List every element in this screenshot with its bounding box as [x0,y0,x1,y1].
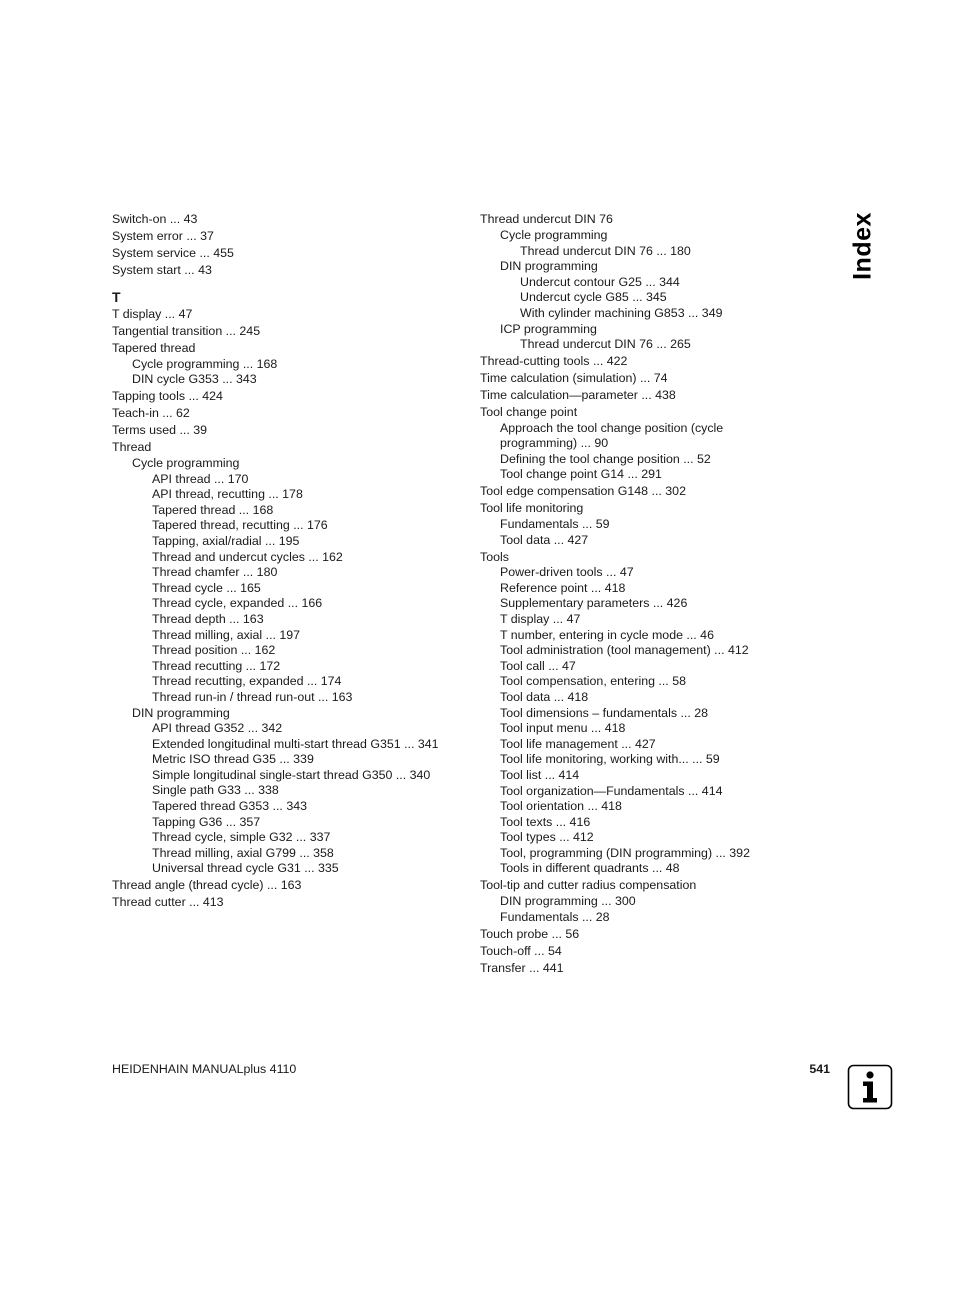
index-entry: Thread chamfer ... 180 [152,565,278,580]
index-entry: Tool change point [480,405,578,420]
index-entry: Tool compensation, entering ... 58 [500,674,686,689]
index-tab-label: Index [848,212,877,280]
index-entry: Thread recutting ... 172 [152,658,281,673]
index-entry: Fundamentals ... 59 [500,517,610,532]
index-entry: Cycle programming [132,456,240,471]
index-entry: Tapered thread, recutting ... 176 [152,518,328,533]
index-entry: Cycle programming ... 168 [132,356,278,371]
index-entry: Transfer ... 441 [480,960,564,975]
index-entry: Thread [112,440,152,455]
index-entry: Terms used ... 39 [112,423,208,438]
index-entry: Defining the tool change position ... 52 [500,451,711,466]
index-entry: ICP programming [500,321,597,336]
index-entry: Tapered thread G353 ... 343 [152,799,307,814]
index-entry: Thread cycle ... 165 [152,580,261,595]
index-entry: Universal thread cycle G31 ... 335 [152,861,339,876]
index-entry: Thread cutter ... 413 [112,895,224,910]
index-entry: Tool life monitoring, working with... ... 59 [500,752,720,767]
index-entry: Thread depth ... 163 [152,611,264,626]
index-entry: Cycle programming [500,227,608,242]
index-entry: Power-driven tools ... 47 [500,565,634,580]
index-entry: Teach-in ... 62 [112,406,190,421]
index-entry: Touch probe ... 56 [480,926,580,941]
index-entry: Thread angle (thread cycle) ... 163 [112,878,302,893]
index-column-left [112,211,462,911]
index-entry: Tapping tools ... 424 [112,389,223,404]
index-entry: T number, entering in cycle mode ... 46 [500,627,714,642]
index-entry: System error ... 37 [112,229,214,244]
index-entry: Thread undercut DIN 76 ... 180 [520,243,691,258]
index-entry: API thread G352 ... 342 [152,721,283,736]
index-entry: Tools [480,549,509,564]
index-entry: API thread ... 170 [152,471,249,486]
index-entry: Thread cycle, expanded ... 166 [152,596,323,611]
index-entry: Tool texts ... 416 [500,814,591,829]
index-entry: Tapping G36 ... 357 [152,814,261,829]
index-letter-heading: T [112,288,121,305]
index-entry: Simple longitudinal single-start thread G350 ... 340 [152,767,431,782]
index-entry: Tool list ... 414 [500,767,580,782]
index-entry: Thread run-in / thread run-out ... 163 [152,689,353,704]
index-side-tab [838,206,888,286]
index-entry: Metric ISO thread G35 ... 339 [152,752,314,767]
index-entry: Tool types ... 412 [500,830,594,845]
index-entry: Tool life management ... 427 [500,736,656,751]
index-entry: Tapping, axial/radial ... 195 [152,533,300,548]
footer-title: HEIDENHAIN MANUALplus 4110 [112,1062,297,1076]
index-entry: Tool edge compensation G148 ... 302 [480,484,686,499]
index-entry: Tool dimensions – fundamentals ... 28 [500,705,709,720]
index-entry: Tool, programming (DIN programming) ... 392 [500,845,750,860]
index-entry: API thread, recutting ... 178 [152,487,303,502]
index-entry: Tool data ... 427 [500,532,589,547]
index-entry: Single path G33 ... 338 [152,783,279,798]
index-entry: Tool life monitoring [480,501,584,516]
index-entry: T display ... 47 [112,307,193,322]
index-entry: Tool-tip and cutter radius compensation [480,878,697,893]
index-entry: Thread and undercut cycles ... 162 [152,549,343,564]
index-entry: System service ... 455 [112,246,234,261]
index-entry: Extended longitudinal multi-start thread G351 ... 341 [152,736,439,751]
page-number: 541 [809,1062,830,1076]
index-entry: Thread undercut DIN 76 ... 265 [520,337,691,352]
index-entry: Undercut contour G25 ... 344 [520,274,680,289]
index-column-right [480,211,810,976]
index-entry: Thread recutting, expanded ... 174 [152,674,342,689]
index-entry: DIN programming [132,705,230,720]
index-entry: Fundamentals ... 28 [500,909,610,924]
index-entry: Undercut cycle G85 ... 345 [520,290,667,305]
index-entry: Thread-cutting tools ... 422 [480,354,628,369]
index-entry: Switch-on ... 43 [112,212,198,227]
index-entry: Thread milling, axial G799 ... 358 [152,845,334,860]
index-entry: Tool data ... 418 [500,689,589,704]
index-entry: Supplementary parameters ... 426 [500,596,688,611]
index-entry: Tool administration (tool management) ... 412 [500,643,749,658]
info-icon [847,1064,893,1110]
index-entry: Tapered thread ... 168 [152,502,274,517]
index-entry: Tool input menu ... 418 [500,721,626,736]
index-entry: Touch-off ... 54 [480,943,562,958]
index-entry: Thread milling, axial ... 197 [152,627,301,642]
index-entry: Reference point ... 418 [500,580,626,595]
index-entry: programming) ... 90 [500,436,609,451]
index-entry: DIN cycle G353 ... 343 [132,372,257,387]
index-entry: System start ... 43 [112,263,212,278]
index-entry: Tangential transition ... 245 [112,324,261,339]
index-entry: Tool call ... 47 [500,658,576,673]
index-entry: With cylinder machining G853 ... 349 [520,305,723,320]
index-entry: DIN programming ... 300 [500,894,636,909]
index-entry: Time calculation (simulation) ... 74 [480,371,668,386]
index-entry: Tool change point G14 ... 291 [500,467,662,482]
index-entry: Time calculation—parameter ... 438 [480,388,676,403]
index-entry: T display ... 47 [500,611,581,626]
index-entry: Thread undercut DIN 76 [480,212,613,227]
index-entry: Tool organization—Fundamentals ... 414 [500,783,723,798]
index-entry: Thread position ... 162 [152,643,276,658]
index-entry: Approach the tool change position (cycle [500,420,724,435]
index-entry: Tools in different quadrants ... 48 [500,861,680,876]
index-entry: Tool orientation ... 418 [500,799,622,814]
index-entry: DIN programming [500,259,598,274]
index-entry: Tapered thread [112,341,196,356]
index-entry: Thread cycle, simple G32 ... 337 [152,830,331,845]
